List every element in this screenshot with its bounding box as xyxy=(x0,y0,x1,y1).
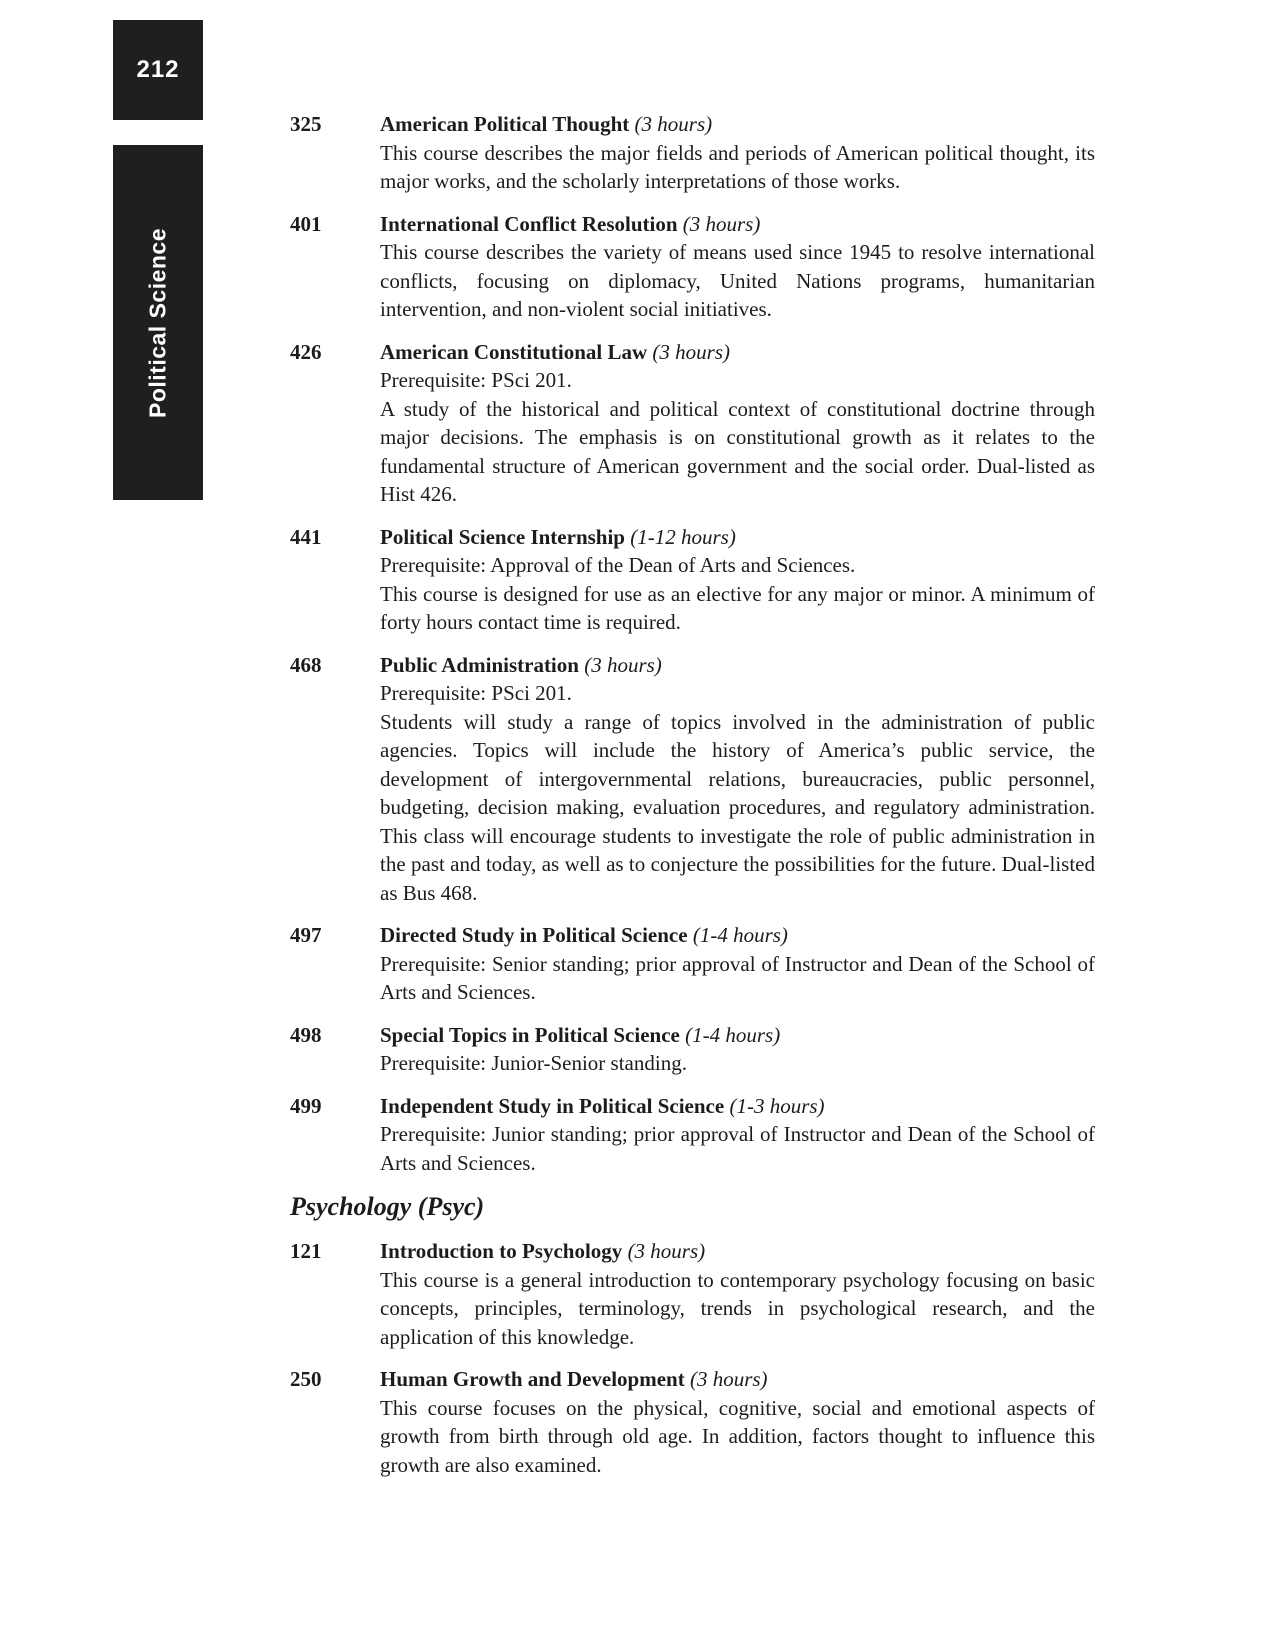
course-entry xyxy=(290,210,1095,324)
course-description: A study of the historical and political context of constitutional doctrine through major decisions. The emphasis is on constitutional growth as it relates to the fundamental structure of American government and the social order. Dual-listed as Hist 426. xyxy=(380,396,1095,506)
political-science-courses xyxy=(290,110,1095,1177)
course-title: Independent Study in Political Science xyxy=(380,1093,725,1118)
course-listing xyxy=(290,110,1095,1493)
course-body xyxy=(380,1021,1095,1078)
course-body xyxy=(380,523,1095,637)
course-body xyxy=(380,210,1095,324)
course-body xyxy=(380,921,1095,1007)
course-entry xyxy=(290,1092,1095,1178)
course-hours: (3 hours) xyxy=(627,1239,706,1263)
course-number: 426 xyxy=(290,339,322,364)
course-description: This course focuses on the physical, cognitive, social and emotional aspects of growth from birth through old age. In addition, factors thought to influence this growth are also examined. xyxy=(380,1395,1095,1477)
course-description: This course describes the major fields and periods of American political thought, its major works, and the scholarly interpretations of those works. xyxy=(380,140,1095,193)
course-prerequisite: Prerequisite: PSci 201. xyxy=(380,368,572,392)
course-entry xyxy=(290,523,1095,637)
course-prerequisite: Prerequisite: Senior standing; prior approval of Instructor and Dean of the School of Arts and Sciences. xyxy=(380,951,1095,1004)
course-title: International Conflict Resolution xyxy=(380,211,678,236)
course-hours: (1-4 hours) xyxy=(685,1022,781,1047)
course-heading xyxy=(380,1365,1095,1394)
psychology-courses xyxy=(290,1237,1095,1479)
course-entry xyxy=(290,338,1095,509)
course-hours: (1-12 hours) xyxy=(630,524,736,549)
course-description: This course is designed for use as an elective for any major or minor. A minimum of forty hours contact time is required. xyxy=(380,581,1095,634)
course-body xyxy=(380,1237,1095,1351)
course-description: This course is a general introduction to contemporary psychology focusing on basic concepts, principles, terminology, trends in psychological research, and the application of this knowledge. xyxy=(380,1267,1095,1349)
course-heading xyxy=(380,1021,1095,1050)
course-body xyxy=(380,1365,1095,1479)
course-heading xyxy=(380,338,1095,367)
course-title: American Constitutional Law xyxy=(380,339,648,364)
course-entry xyxy=(290,1021,1095,1078)
course-title: American Political Thought xyxy=(380,112,630,136)
course-heading xyxy=(380,210,1095,239)
course-title: Special Topics in Political Science xyxy=(380,1022,680,1047)
course-body xyxy=(380,338,1095,509)
course-heading xyxy=(380,110,1095,139)
section-heading: Psychology (Psyc) xyxy=(290,1192,485,1221)
course-entry xyxy=(290,1237,1095,1351)
course-title: Public Administration xyxy=(380,652,579,677)
course-heading xyxy=(380,1237,1095,1266)
course-hours: (1-3 hours) xyxy=(729,1093,825,1118)
course-description: Students will study a range of topics involved in the administration of public agencies. Topics will include the history of America’s public service, the development of intergovernmental relations, bureaucracies, public personnel, budgeting, decision making, evaluation procedures, and regulatory administration. This class will encourage students to investigate the role of public administration in the past and today, as well as to conjecture the possibilities for the future. Dual-listed as Bus 468. xyxy=(380,709,1095,905)
course-entry xyxy=(290,110,1095,196)
course-prerequisite: Prerequisite: Approval of the Dean of Arts and Sciences. xyxy=(380,553,856,577)
course-number: 468 xyxy=(290,652,322,677)
course-number: 441 xyxy=(290,524,322,549)
course-hours: (1-4 hours) xyxy=(692,923,788,947)
course-heading xyxy=(380,1092,1095,1121)
course-body xyxy=(380,651,1095,908)
course-entry xyxy=(290,921,1095,1007)
course-number: 498 xyxy=(290,1022,322,1047)
course-hours: (3 hours) xyxy=(584,652,662,677)
course-number: 401 xyxy=(290,211,322,236)
course-description: This course describes the variety of means used since 1945 to resolve international conflicts, focusing on diplomacy, United Nations programs, humanitarian intervention, and non-violent social initiatives. xyxy=(380,240,1095,321)
course-number: 250 xyxy=(290,1367,322,1391)
course-body xyxy=(380,1092,1095,1178)
section-side-tab xyxy=(113,145,203,500)
course-prerequisite: Prerequisite: Junior-Senior standing. xyxy=(380,1051,687,1075)
section-side-tab-label: Political Science xyxy=(144,227,171,419)
course-entry xyxy=(290,651,1095,908)
course-hours: (3 hours) xyxy=(634,112,713,136)
course-number: 497 xyxy=(290,923,322,947)
course-title: Introduction to Psychology xyxy=(380,1239,623,1263)
course-prerequisite: Prerequisite: Junior standing; prior approval of Instructor and Dean of the School of Arts and Sciences. xyxy=(380,1122,1095,1175)
course-heading xyxy=(380,921,1095,950)
course-number: 121 xyxy=(290,1239,322,1263)
course-title: Political Science Internship xyxy=(380,524,625,549)
course-heading xyxy=(380,523,1095,552)
course-prerequisite: Prerequisite: PSci 201. xyxy=(380,681,572,705)
course-title: Human Growth and Development xyxy=(380,1367,685,1391)
course-heading xyxy=(380,651,1095,680)
course-hours: (3 hours) xyxy=(652,339,731,364)
course-number: 325 xyxy=(290,112,322,136)
page-number: 212 xyxy=(113,20,203,120)
course-title: Directed Study in Political Science xyxy=(380,923,688,947)
course-entry xyxy=(290,1365,1095,1479)
course-body xyxy=(380,110,1095,196)
course-hours: (3 hours) xyxy=(682,211,761,236)
course-hours: (3 hours) xyxy=(689,1367,768,1391)
course-number: 499 xyxy=(290,1093,322,1118)
